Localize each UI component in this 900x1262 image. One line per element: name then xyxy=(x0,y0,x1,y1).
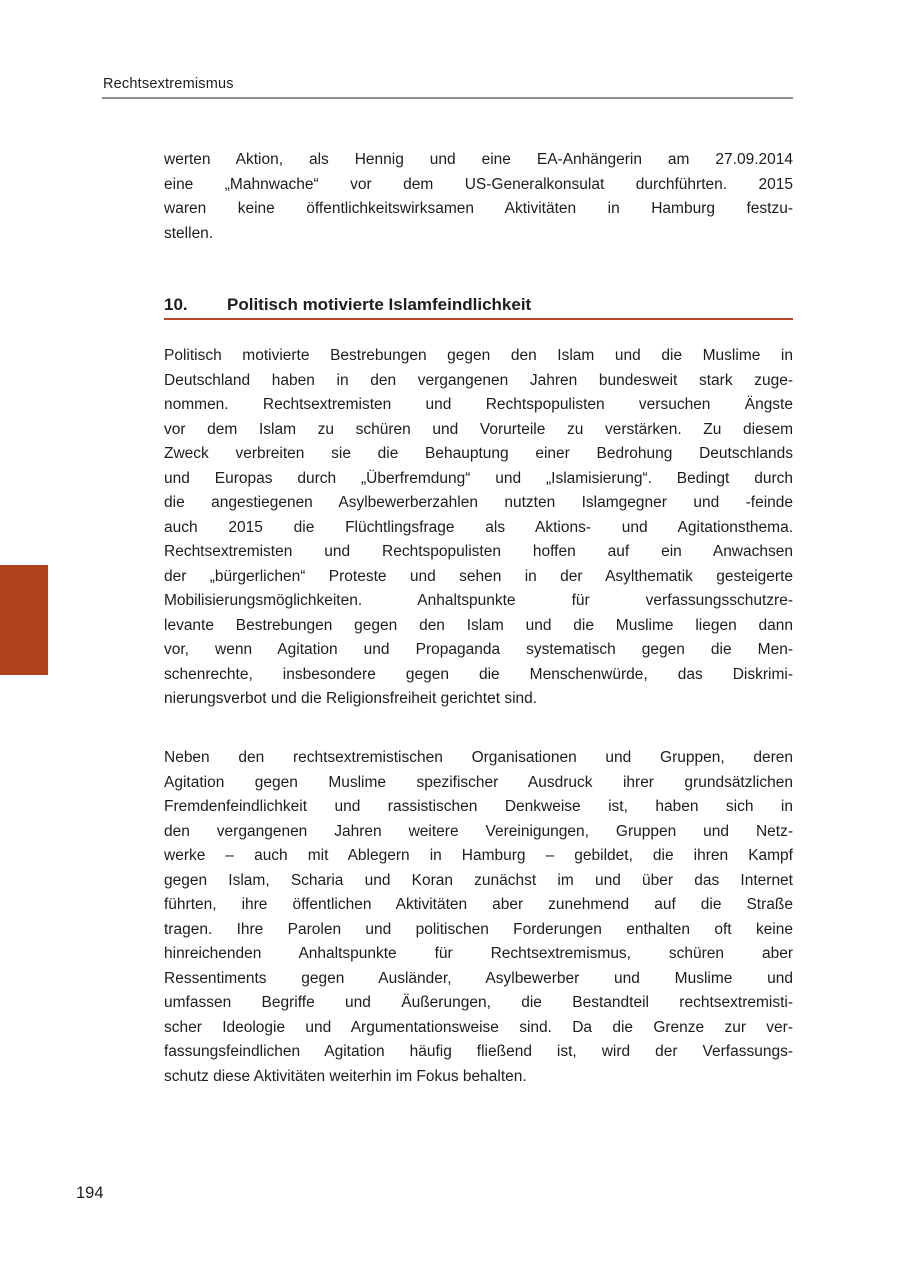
text-line: Fremdenfeindlichkeit und rassistischen Denkweise ist, haben sich in xyxy=(164,798,793,815)
text-line: vor, wenn Agitation und Propaganda systematisch gegen die Men- xyxy=(164,641,793,658)
text-line: und Europas durch „Überfremdung“ und „Islamisierung“. Bedingt durch xyxy=(164,469,793,487)
section-heading-rule xyxy=(164,318,793,320)
text-line: hinreichenden Anhaltspunkte für Rechtsextremismus, schüren aber xyxy=(164,945,793,962)
text-line: Politisch motivierte Bestrebungen gegen den Islam und die Muslime in xyxy=(164,347,793,364)
text-line: der „bürgerlichen“ Proteste und sehen in der Asylthematik gesteigerte xyxy=(164,567,793,585)
header-rule xyxy=(102,97,793,99)
text-line: tragen. Ihre Parolen und politischen Forderungen enthalten oft keine xyxy=(164,920,793,938)
text-line: werten Aktion, als Hennig und eine EA-Anhängerin am 27.09.2014 xyxy=(164,151,793,168)
text-line: Zweck verbreiten sie die Behauptung einer Bedrohung Deutschlands xyxy=(164,445,793,462)
chapter-tab-marker xyxy=(0,565,48,675)
text-line: Ressentiments gegen Ausländer, Asylbewerber und Muslime und xyxy=(164,969,793,987)
text-line: schenrechte, insbesondere gegen die Menschenwürde, das Diskrimi- xyxy=(164,665,793,683)
text-line: fassungsfeindlichen Agitation häufig fließend ist, wird der Verfassungs- xyxy=(164,1043,793,1060)
body-paragraph-1 xyxy=(164,344,793,712)
text-line: Rechtsextremisten und Rechtspopulisten hoffen auf ein Anwachsen xyxy=(164,543,793,560)
text-line: Mobilisierungsmöglichkeiten. Anhaltspunkte für verfassungsschutzre- xyxy=(164,592,793,609)
body-paragraph-2 xyxy=(164,746,793,1089)
text-line: nierungsverbot und die Religionsfreiheit gerichtet sind. xyxy=(164,690,538,707)
text-line: umfassen Begriffe und Äußerungen, die Bestandteil rechtsextremisti- xyxy=(164,994,793,1011)
section-number: 10. xyxy=(164,295,188,314)
text-line: führten, ihre öffentlichen Aktivitäten aber zunehmend auf die Straße xyxy=(164,896,793,913)
text-line: scher Ideologie und Argumentationsweise sind. Da die Grenze zur ver- xyxy=(164,1018,793,1036)
text-line: Agitation gegen Muslime spezifischer Ausdruck ihrer grundsätzlichen xyxy=(164,773,793,791)
text-line: die angestiegenen Asylbewerberzahlen nutzten Islamgegner und -feinde xyxy=(164,494,793,511)
text-line: werke – auch mit Ablegern in Hamburg – gebildet, die ihren Kampf xyxy=(164,847,793,864)
text-line: eine „Mahnwache“ vor dem US-Generalkonsulat durchführten. 2015 xyxy=(164,175,793,193)
section-heading xyxy=(164,295,793,315)
running-header xyxy=(103,76,234,92)
text-line: Deutschland haben in den vergangenen Jahren bundesweit stark zuge- xyxy=(164,371,793,389)
text-line: den vergangenen Jahren weitere Vereinigungen, Gruppen und Netz- xyxy=(164,822,793,840)
section-title: Politisch motivierte Islamfeindlichkeit xyxy=(227,295,532,314)
page-number: 194 xyxy=(76,1184,104,1202)
text-line: Neben den rechtsextremistischen Organisationen und Gruppen, deren xyxy=(164,749,793,766)
text-line: gegen Islam, Scharia und Koran zunächst im und über das Internet xyxy=(164,871,793,889)
text-line: waren keine öffentlichkeitswirksamen Aktivitäten in Hamburg festzu- xyxy=(164,200,793,217)
text-line: vor dem Islam zu schüren und Vorurteile zu verstärken. Zu diesem xyxy=(164,420,793,438)
text-line: nommen. Rechtsextremisten und Rechtspopulisten versuchen Ängste xyxy=(164,396,793,413)
intro-paragraph xyxy=(164,148,793,246)
running-header-title: Rechtsextremismus xyxy=(103,76,234,92)
text-line: auch 2015 die Flüchtlingsfrage als Aktions- und Agitationsthema. xyxy=(164,518,793,536)
text-line: stellen. xyxy=(164,224,214,242)
text-line: schutz diese Aktivitäten weiterhin im Fokus behalten. xyxy=(164,1067,527,1085)
text-line: levante Bestrebungen gegen den Islam und die Muslime liegen dann xyxy=(164,616,793,634)
